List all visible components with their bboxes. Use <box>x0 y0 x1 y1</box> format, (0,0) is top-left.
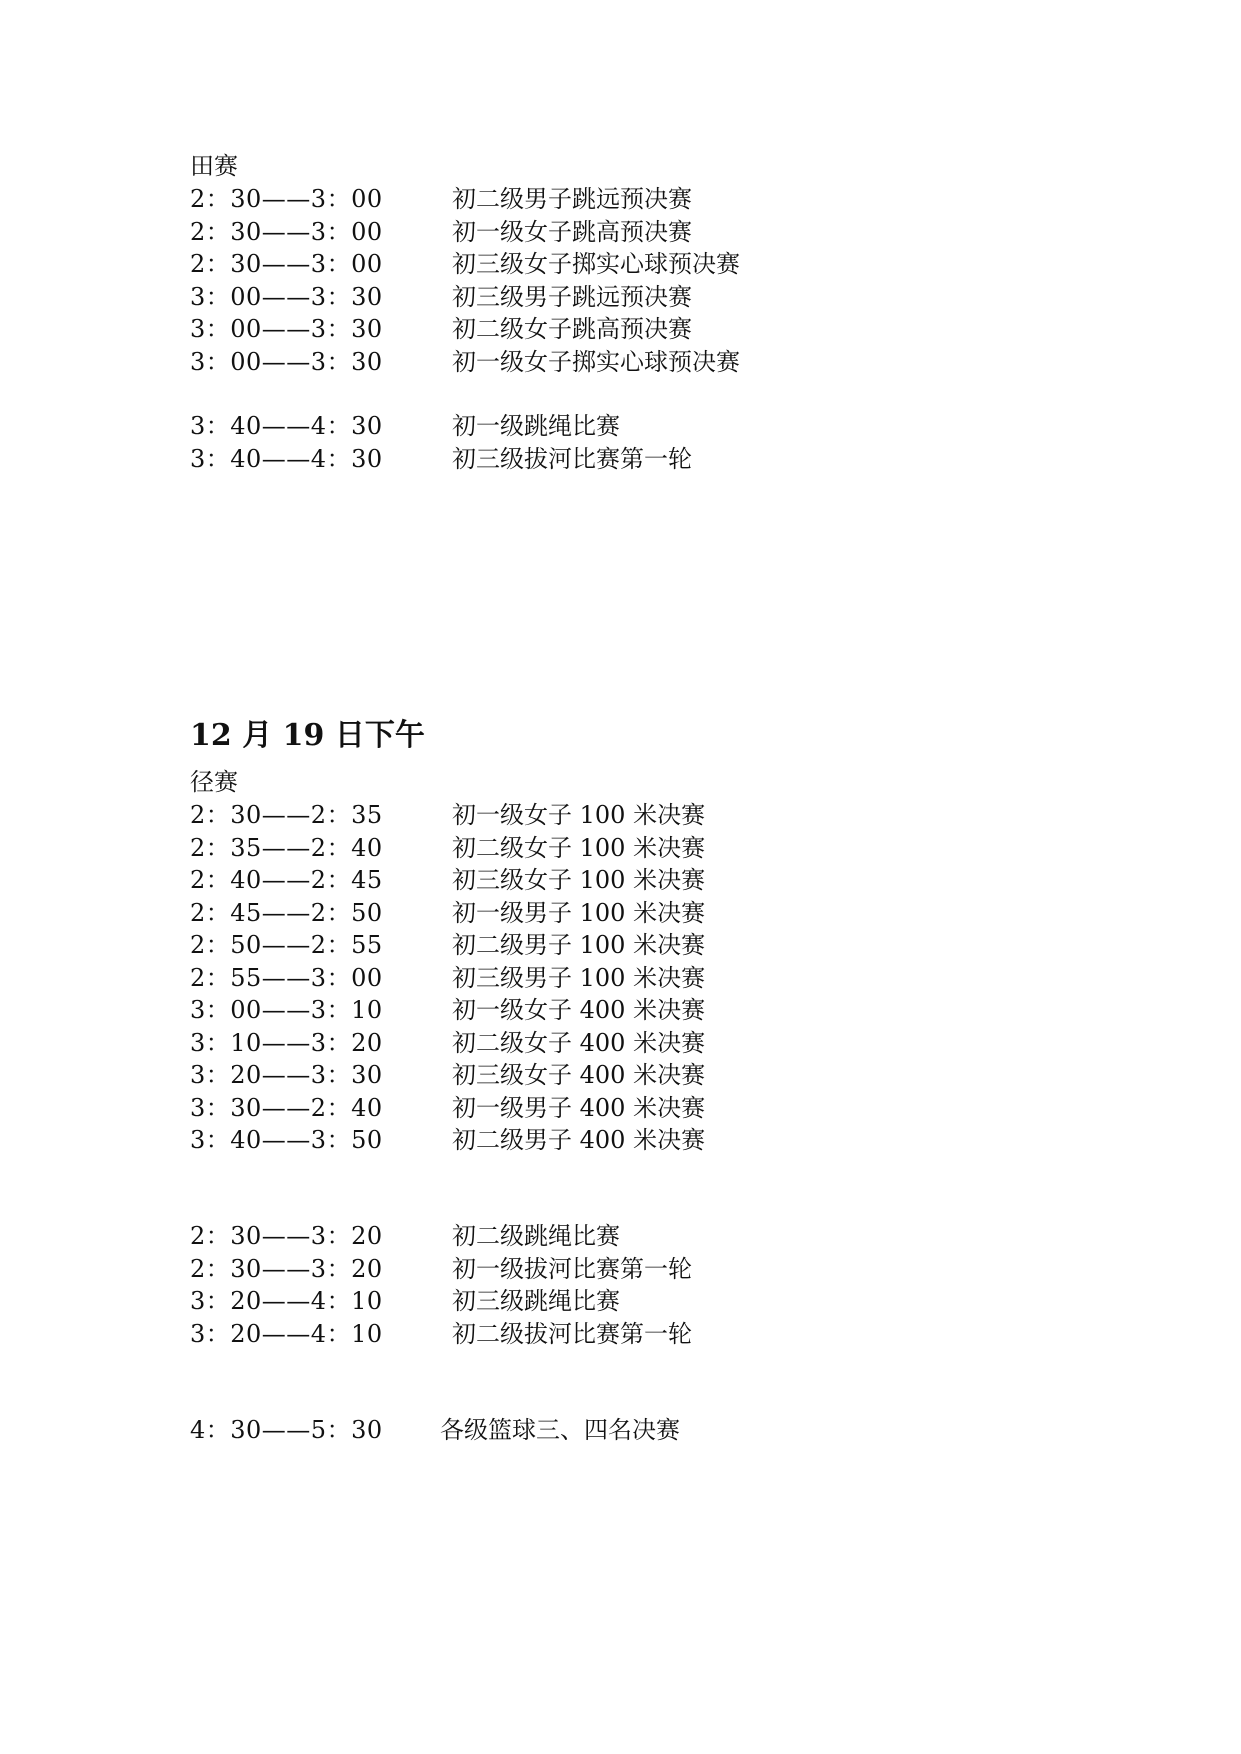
schedule-row <box>190 1220 1090 1253</box>
event-name: 初一级拔河比赛第一轮 <box>452 1254 692 1283</box>
event-name: 初一级女子掷实心球预决赛 <box>452 347 740 376</box>
schedule-row <box>190 183 1090 216</box>
time-range: 2：40——2：45 <box>190 866 383 894</box>
time-range: 3：20——4：10 <box>190 1287 383 1315</box>
schedule-row <box>190 799 1090 832</box>
schedule-row <box>190 929 1090 962</box>
schedule-row <box>190 1414 1090 1447</box>
time-range: 2：30——3：00 <box>190 185 383 213</box>
schedule-row <box>190 1318 1090 1351</box>
schedule-block-field <box>190 183 1090 378</box>
section-label-track: 径赛 <box>190 768 238 796</box>
schedule-row <box>190 248 1090 281</box>
event-name: 初二级男子 100 米决赛 <box>452 931 706 959</box>
section-label-field: 田赛 <box>190 152 238 180</box>
time-range: 3：20——4：10 <box>190 1319 383 1348</box>
event-name: 初三级男子 100 米决赛 <box>452 963 706 992</box>
schedule-row <box>190 1285 1090 1318</box>
time-range: 2：45——2：50 <box>190 898 383 927</box>
event-name: 初三级女子掷实心球预决赛 <box>452 250 740 278</box>
time-range: 3：20——3：30 <box>190 1061 383 1089</box>
section-heading-date: 12 月 19 日下午 <box>190 718 425 753</box>
time-range: 3：40——4：30 <box>190 444 383 473</box>
time-range: 3：40——3：50 <box>190 1126 383 1154</box>
time-range: 3：00——3：30 <box>190 347 383 376</box>
event-name: 初一级女子 100 米决赛 <box>452 801 706 829</box>
schedule-block-activities <box>190 410 1090 475</box>
event-name: 初三级男子跳远预决赛 <box>452 282 692 311</box>
schedule-block-basketball <box>190 1414 1090 1447</box>
schedule-row <box>190 897 1090 930</box>
schedule-row <box>190 313 1090 346</box>
schedule-row <box>190 864 1090 897</box>
schedule-row <box>190 1092 1090 1125</box>
time-range: 4：30——5：30 <box>190 1416 383 1444</box>
time-range: 3：10——3：20 <box>190 1028 383 1057</box>
event-name: 初三级女子 100 米决赛 <box>452 866 706 894</box>
time-range: 2：30——3：20 <box>190 1222 383 1250</box>
schedule-row <box>190 1027 1090 1060</box>
event-name: 初一级女子跳高预决赛 <box>452 217 692 246</box>
time-range: 3：00——3：30 <box>190 282 383 311</box>
time-range: 2：30——3：20 <box>190 1254 383 1283</box>
schedule-row <box>190 216 1090 249</box>
time-range: 2：30——3：00 <box>190 250 383 278</box>
time-range: 3：30——2：40 <box>190 1093 383 1122</box>
time-range: 2：55——3：00 <box>190 963 383 992</box>
event-name: 初二级女子 100 米决赛 <box>452 833 706 862</box>
schedule-row <box>190 1253 1090 1286</box>
event-name: 各级篮球三、四名决赛 <box>440 1416 680 1444</box>
event-name: 初二级男子跳远预决赛 <box>452 185 692 213</box>
schedule-row <box>190 1124 1090 1157</box>
schedule-block-activities-2 <box>190 1220 1090 1350</box>
schedule-row <box>190 346 1090 379</box>
schedule-row <box>190 281 1090 314</box>
time-range: 3：40——4：30 <box>190 412 383 440</box>
time-range: 2：50——2：55 <box>190 931 383 959</box>
event-name: 初二级跳绳比赛 <box>452 1222 620 1250</box>
event-name: 初二级男子 400 米决赛 <box>452 1126 706 1154</box>
event-name: 初三级跳绳比赛 <box>452 1287 620 1315</box>
schedule-row <box>190 994 1090 1027</box>
schedule-row <box>190 1059 1090 1092</box>
time-range: 2：30——2：35 <box>190 801 383 829</box>
schedule-block-track <box>190 799 1090 1157</box>
event-name: 初一级男子 400 米决赛 <box>452 1093 706 1122</box>
event-name: 初二级拔河比赛第一轮 <box>452 1319 692 1348</box>
schedule-row <box>190 443 1090 476</box>
event-name: 初一级女子 400 米决赛 <box>452 996 706 1024</box>
event-name: 初二级女子跳高预决赛 <box>452 315 692 343</box>
event-name: 初三级拔河比赛第一轮 <box>452 444 692 473</box>
time-range: 3：00——3：30 <box>190 315 383 343</box>
schedule-row <box>190 832 1090 865</box>
event-name: 初二级女子 400 米决赛 <box>452 1028 706 1057</box>
time-range: 2：35——2：40 <box>190 833 383 862</box>
time-range: 3：00——3：10 <box>190 996 383 1024</box>
schedule-row <box>190 962 1090 995</box>
time-range: 2：30——3：00 <box>190 217 383 246</box>
event-name: 初一级男子 100 米决赛 <box>452 898 706 927</box>
schedule-row <box>190 410 1090 443</box>
event-name: 初三级女子 400 米决赛 <box>452 1061 706 1089</box>
event-name: 初一级跳绳比赛 <box>452 412 620 440</box>
